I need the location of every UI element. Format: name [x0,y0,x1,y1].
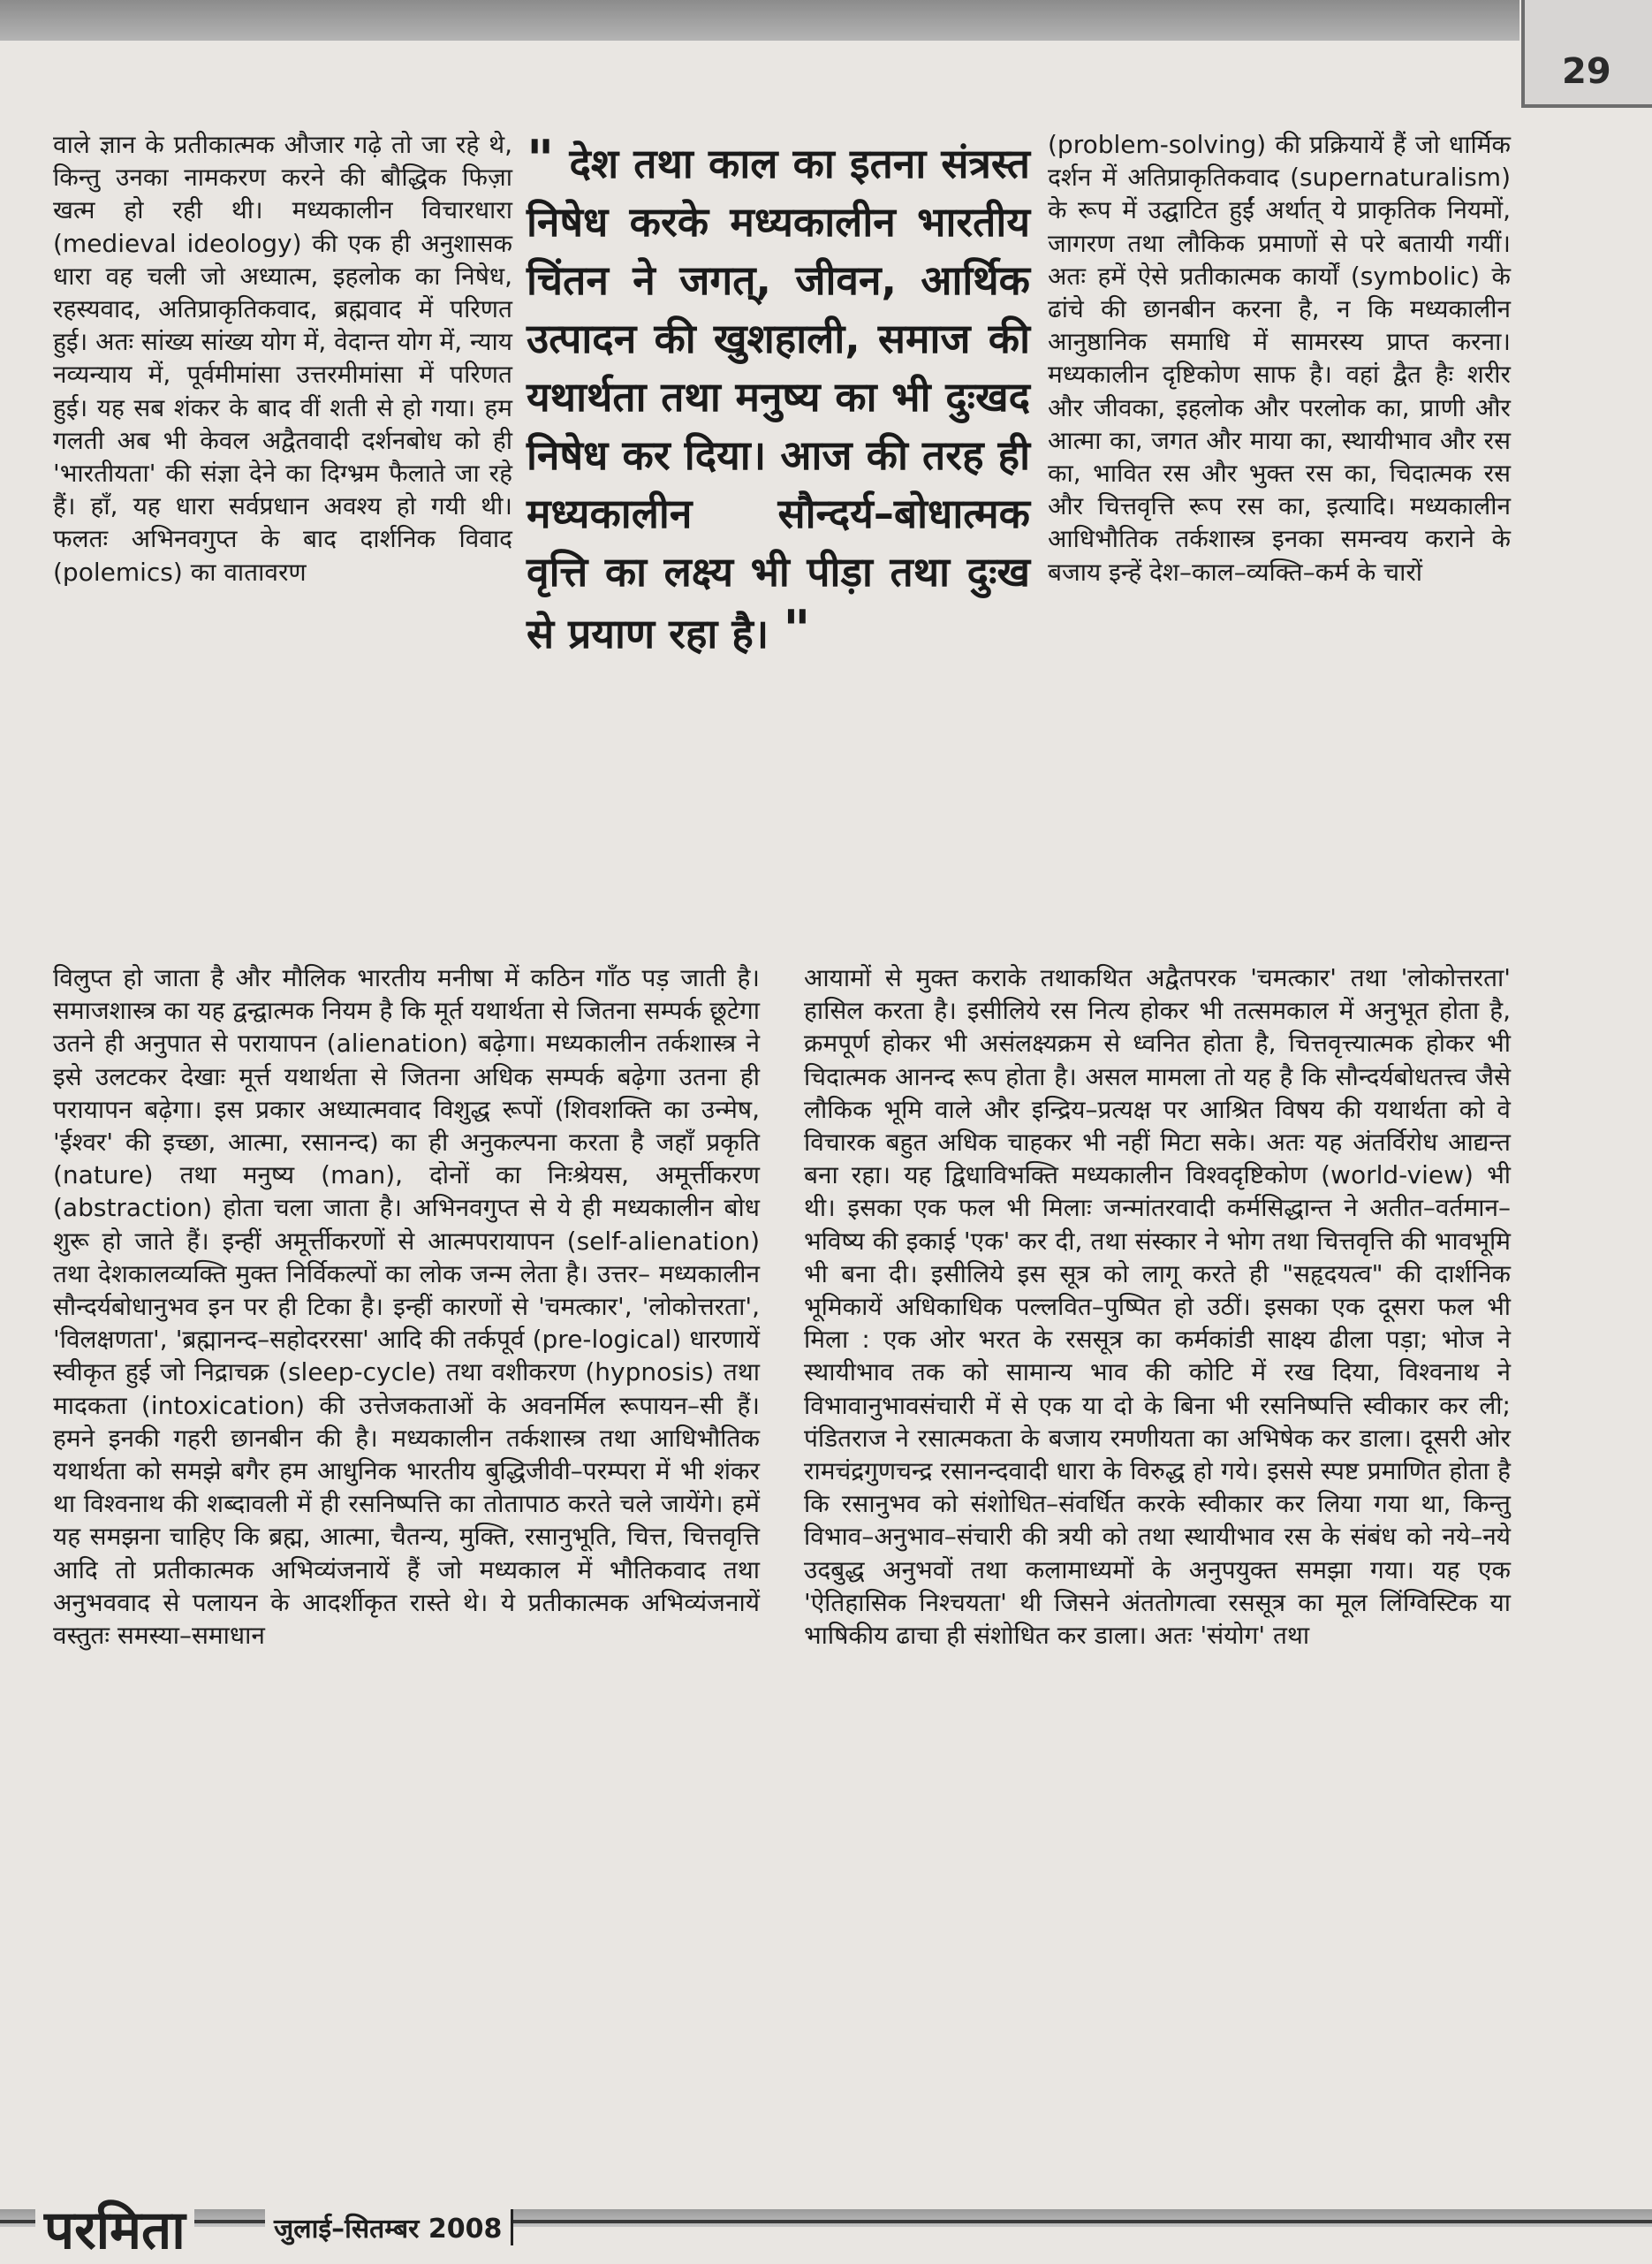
right-column [1048,128,1511,589]
footer-rule [0,2220,1652,2223]
open-quote-mark: " [527,129,555,191]
pull-quote [527,131,1030,663]
lower-left-text: विलुप्त हो जाता है और मौलिक भारतीय मनीषा में कठिन गाँठ पड़ जाती है। समाजशास्त्र का यह द्वन्द्वात्मक नियम है कि मूर्त यथार्थता से जितना सम्पर्क छूटेगा उतने ही अनुपात से परायापन (alienation) बढ़ेगा। मध्यकालीन तर्कशास्त्र ने इसे उलटकर देखाः मूर्त्त यथार्थता से जितना अधिक सम्पर्क बढ़ेगा उतना ही परायापन बढ़ेगा। इस प्रकार अध्यात्मवाद विशुद्ध रूपों (शिवशक्ति का उन्मेष, 'ईश्वर' की इच्छा, आत्मा, रसानन्द) का ही अनुकल्पना करता है जहाँ प्रकृति (nature) तथा मनुष्य (man), दोनों का निःश्रेयस, अमूर्त्तीकरण (abstraction) होता चला जाता है। अभिनवगुप्त से ये ही मध्यकालीन बोध शुरू हो जाते हैं। इन्हीं अमूर्त्तीकरणों से आत्मपरायापन (self-alienation) तथा देशकालव्यक्ति मुक्त निर्विकल्पों का लोक जन्म लेता है। उत्तर– मध्यकालीन सौन्दर्यबोधानुभव इन पर ही टिका है। इन्हीं कारणों से 'चमत्कार', 'लोकोत्तरता', 'विलक्षणता', 'ब्रह्मानन्द–सहोदररसा' आदि की तर्कपूर्व (pre-logical) धारणायें स्वीकृत हुई जो निद्राचक्र (sleep-cycle) तथा वशीकरण (hypnosis) तथा मादकता (intoxication) की उत्तेजकताओं के अवनर्मिल रूपायन–सी हैं। हमने इनकी गहरी छानबीन की है। मध्यकालीन तर्कशास्त्र तथा आधिभौतिक यथार्थता को समझे बगैर हम आधुनिक भारतीय बुद्धिजीवी–परम्परा में भी शंकर था विश्वनाथ की शब्दावली में ही रसनिष्पत्ति का तोतापाठ करते चले जायेंगे। हमें यह समझना चाहिए कि ब्रह्म, आत्मा, चैतन्य, मुक्ति, रसानुभूति, चित्त, चित्तवृत्ति आदि तो प्रतीकात्मक अभिव्यंजनायें हैं जो मध्यकाल में भौतिकवाद तथा अनुभववाद से पलायन के आदर्शीकृत रास्ते थे। ये प्रतीकात्मक अभिव्यंजनायें वस्तुतः समस्या–समाधान [53,963,760,1651]
pull-quote-text: देश तथा काल का इतना संत्रस्त निषेध करके मध्यकालीन भारतीय चिंतन ने जगत्, जीवन, आर्थिक उत्पादन की खुशहाली, समाज की यथार्थता तथा मनुष्य का भी दुःखद निषेध कर दिया। आज की तरह ही मध्यकालीन सौन्दर्य–बोधात्मक वृत्ति का लक्ष्य भी पीड़ा तथा दुःख से प्रयाण रहा है। [527,140,1030,657]
left-column [53,128,512,589]
right-column-text: (problem-solving) की प्रक्रियायें हैं जो धार्मिक दर्शन में अतिप्राकृतिकवाद (supernaturalism) के रूप में उद्घाटित हुईं अर्थात् ये प्राकृतिक नियमों, जागरण तथा लौकिक प्रमाणों से परे बतायी गयीं। अतः हमें ऐसे प्रतीकात्मक कार्यों (symbolic) के ढांचे की छानबीन करना है, न कि मध्यकालीन आनुष्ठानिक समाधि में सामरस्य प्राप्त करना। मध्यकालीन दृष्टिकोण साफ है। वहां द्वैत हैः शरीर और जीवका, इहलोक और परलोक का, प्राणी और आत्मा का, जगत और माया का, स्थायीभाव और रस का, भावित रस और भुक्त रस का, चिदात्मक रस और चित्तवृत्ति रूप रस का, इत्यादि। मध्यकालीन आधिभौतिक तर्कशास्त्र इनका समन्वय कराने के बजाय इन्हें देश–काल–व्यक्ति–कर्म के चारों [1048,130,1511,587]
top-band [0,0,1519,41]
left-column-text: वाले ज्ञान के प्रतीकात्मक औजार गढ़े तो जा रहे थे, किन्तु उनका नामकरण करने की बौद्धिक फिज़ा खत्म हो रही थी। मध्यकालीन विचारधारा (medieval ideology) की एक ही अनुशासक धारा वह चली जो अध्यात्म, इहलोक का निषेध, रहस्यवाद, अतिप्राकृतिकवाद, ब्रह्मवाद में परिणत हुई। अतः सांख्य सांख्य योग में, वेदान्त योग में, न्याय नव्यन्याय में, पूर्वमीमांसा उत्तरमीमांसा में परिणत हुई। यह सब शंकर के बाद वीं शती से हो गया। हम गलती अब भी केवल अद्वैतवादी दर्शनबोध को ही 'भारतीयता' की संज्ञा देने का दिग्भ्रम फैलाते जा रहे हैं। हाँ, यह धारा सर्वप्रधान अवश्य हो गयी थी। फलतः अभिनवगुप्त के बाद दार्शनिक विवाद (polemics) का वातावरण [53,130,513,587]
lower-right-text: आयामों से मुक्त कराके तथाकथित अद्वैतपरक 'चमत्कार' तथा 'लोकोत्तरता' हासिल करता है। इसीलिये रस नित्य होकर भी तत्समकाल में अनुभूत होता है, क्रमपूर्ण होकर भी असंलक्ष्यक्रम से ध्वनित होता है, चित्तवृत्त्यात्मक होकर भी चिदात्मक आनन्द रूप होता है। असल मामला तो यह है कि सौन्दर्यबोधतत्त्व जैसे लौकिक भूमि वाले और इन्द्रिय–प्रत्यक्ष पर आश्रित विषय की यथार्थता को वे विचारक बहुत अधिक चाहकर भी नहीं मिटा सके। अतः यह अंतर्विरोध आद्यन्त बना रहा। यह द्विधाविभक्ति मध्यकालीन विश्वदृष्टिकोण (world-view) भी थी। इसका एक फल भी मिलाः जन्मांतरवादी कर्मसिद्धान्त ने अतीत–वर्तमान–भविष्य की इकाई 'एक' कर दी, तथा संस्कार ने भोग तथा चित्तवृत्ति की भावभूमि भी बना दी। इसीलिये इस सूत्र को लागू करते ही "सहृदयत्व" की दार्शनिक भूमिकायें अधिकाधिक पल्लवित–पुष्पित हो उठीं। इसका एक दूसरा फल भी मिला : एक ओर भरत के रससूत्र का कर्मकांडी साक्ष्य ढीला पड़ा; भोज ने स्थायीभाव तक को सामान्य भाव की कोटि में रख दिया, विश्वनाथ ने विभावानुभावसंचारी में से एक या दो के बिना भी रसनिष्पत्ति स्वीकार कर ली; पंडितराज ने रसात्मकता के बजाय रमणीयता का अभिषेक कर डाला। दूसरी ओर रामचंद्रगुणचन्द्र रसानन्दवादी धारा के विरुद्ध हो गये। इससे स्पष्ट प्रमाणित होता है कि रसानुभव को संशोधित–संवर्धित करके स्वीकार कर लिया गया था, किन्तु विभाव–अनुभाव–संचारी की त्रयी को तथा स्थायीभाव रस के संबंध को नये–नये उदबुद्ध अनुभवों तथा कलामाध्यमों के अनुपयुक्त समझा गया। यह एक 'ऐतिहासिक निश्चयता' थी जिसने अंततोगत्वा रससूत्र का मूल लिंग्विस्टिक या भाषिकीय ढाचा ही संशोधित कर डाला। अतः 'संयोग' तथा [804,963,1511,1651]
lower-left-column [53,961,760,1652]
close-quote-mark: " [783,599,811,661]
page-number: 29 [1562,51,1611,92]
magazine-logo: परमिता [35,2192,194,2264]
footer-band [0,2209,1652,2227]
issue-date: जुलाई–सितम्बर 2008 [265,2209,513,2245]
lower-right-column [804,961,1511,1652]
